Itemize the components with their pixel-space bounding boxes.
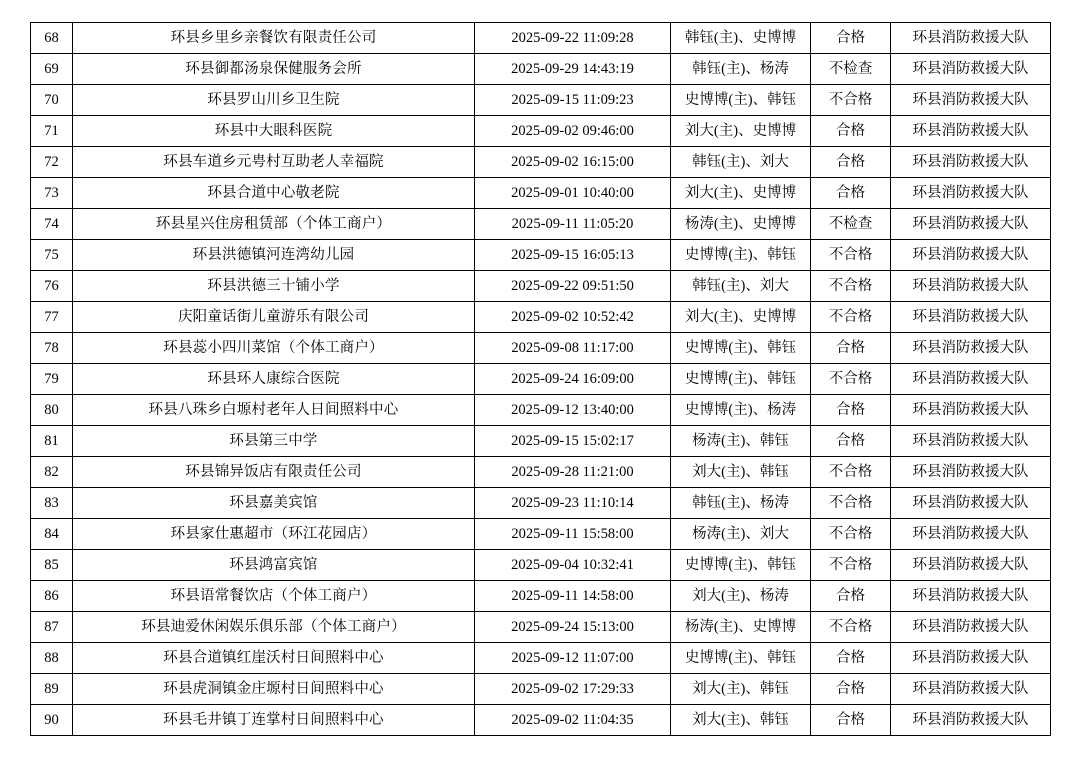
cell-inspection-result: 不合格 xyxy=(811,240,891,271)
cell-inspection-org: 环县消防救援大队 xyxy=(891,364,1051,395)
cell-index: 77 xyxy=(31,302,73,333)
cell-index: 75 xyxy=(31,240,73,271)
cell-inspection-time: 2025-09-12 11:07:00 xyxy=(475,643,671,674)
cell-inspection-result: 合格 xyxy=(811,674,891,705)
cell-inspection-time: 2025-09-15 15:02:17 xyxy=(475,426,671,457)
cell-inspectors: 史博博(主)、韩钰 xyxy=(671,550,811,581)
cell-inspection-result: 合格 xyxy=(811,581,891,612)
cell-unit-name: 环县鸿富宾馆 xyxy=(73,550,475,581)
cell-inspectors: 韩钰(主)、杨涛 xyxy=(671,488,811,519)
cell-inspectors: 刘大(主)、韩钰 xyxy=(671,457,811,488)
cell-inspection-result: 不合格 xyxy=(811,364,891,395)
table-row xyxy=(31,674,1051,705)
cell-inspectors: 史博博(主)、韩钰 xyxy=(671,240,811,271)
cell-inspectors: 刘大(主)、史博博 xyxy=(671,116,811,147)
cell-unit-name: 环县家仕惠超市（环江花园店） xyxy=(73,519,475,550)
cell-inspectors: 韩钰(主)、史博博 xyxy=(671,23,811,54)
table-row xyxy=(31,612,1051,643)
cell-inspectors: 史博博(主)、韩钰 xyxy=(671,364,811,395)
cell-inspectors: 史博博(主)、韩钰 xyxy=(671,643,811,674)
cell-index: 89 xyxy=(31,674,73,705)
cell-inspection-time: 2025-09-24 16:09:00 xyxy=(475,364,671,395)
table-row xyxy=(31,333,1051,364)
cell-inspection-org: 环县消防救援大队 xyxy=(891,147,1051,178)
cell-inspectors: 杨涛(主)、刘大 xyxy=(671,519,811,550)
table-row xyxy=(31,209,1051,240)
cell-inspection-time: 2025-09-15 16:05:13 xyxy=(475,240,671,271)
cell-unit-name: 环县合道镇红崖沃村日间照料中心 xyxy=(73,643,475,674)
cell-inspectors: 刘大(主)、韩钰 xyxy=(671,705,811,736)
cell-inspection-org: 环县消防救援大队 xyxy=(891,333,1051,364)
cell-inspection-result: 不合格 xyxy=(811,271,891,302)
cell-index: 84 xyxy=(31,519,73,550)
cell-inspection-result: 合格 xyxy=(811,147,891,178)
cell-unit-name: 环县毛井镇丁连掌村日间照料中心 xyxy=(73,705,475,736)
table-row xyxy=(31,519,1051,550)
table-row xyxy=(31,85,1051,116)
table-row xyxy=(31,302,1051,333)
cell-index: 71 xyxy=(31,116,73,147)
cell-inspection-result: 合格 xyxy=(811,178,891,209)
cell-inspection-time: 2025-09-28 11:21:00 xyxy=(475,457,671,488)
table-row xyxy=(31,705,1051,736)
cell-inspectors: 史博博(主)、韩钰 xyxy=(671,85,811,116)
cell-inspection-org: 环县消防救援大队 xyxy=(891,426,1051,457)
table-row xyxy=(31,240,1051,271)
table-row xyxy=(31,54,1051,85)
cell-inspection-result: 不检查 xyxy=(811,209,891,240)
cell-index: 73 xyxy=(31,178,73,209)
cell-unit-name: 环县嘉美宾馆 xyxy=(73,488,475,519)
cell-inspection-time: 2025-09-29 14:43:19 xyxy=(475,54,671,85)
cell-inspection-org: 环县消防救援大队 xyxy=(891,209,1051,240)
cell-inspectors: 杨涛(主)、韩钰 xyxy=(671,426,811,457)
cell-inspection-result: 合格 xyxy=(811,643,891,674)
cell-inspection-result: 不检查 xyxy=(811,54,891,85)
cell-inspection-org: 环县消防救援大队 xyxy=(891,271,1051,302)
cell-inspectors: 韩钰(主)、杨涛 xyxy=(671,54,811,85)
cell-inspection-result: 不合格 xyxy=(811,612,891,643)
cell-unit-name: 环县虎洞镇金庄塬村日间照料中心 xyxy=(73,674,475,705)
cell-inspectors: 杨涛(主)、史博博 xyxy=(671,612,811,643)
cell-inspection-org: 环县消防救援大队 xyxy=(891,705,1051,736)
cell-inspectors: 史博博(主)、韩钰 xyxy=(671,333,811,364)
cell-index: 88 xyxy=(31,643,73,674)
cell-inspection-org: 环县消防救援大队 xyxy=(891,550,1051,581)
cell-index: 69 xyxy=(31,54,73,85)
cell-inspection-time: 2025-09-04 10:32:41 xyxy=(475,550,671,581)
cell-index: 86 xyxy=(31,581,73,612)
cell-inspection-time: 2025-09-08 11:17:00 xyxy=(475,333,671,364)
cell-inspection-org: 环县消防救援大队 xyxy=(891,178,1051,209)
cell-index: 72 xyxy=(31,147,73,178)
cell-inspection-time: 2025-09-02 10:52:42 xyxy=(475,302,671,333)
cell-inspection-org: 环县消防救援大队 xyxy=(891,581,1051,612)
cell-index: 85 xyxy=(31,550,73,581)
cell-index: 78 xyxy=(31,333,73,364)
cell-inspectors: 韩钰(主)、刘大 xyxy=(671,271,811,302)
table-body xyxy=(31,23,1051,736)
cell-inspection-time: 2025-09-02 17:29:33 xyxy=(475,674,671,705)
cell-inspection-time: 2025-09-15 11:09:23 xyxy=(475,85,671,116)
cell-inspection-org: 环县消防救援大队 xyxy=(891,612,1051,643)
table-row xyxy=(31,178,1051,209)
cell-inspection-org: 环县消防救援大队 xyxy=(891,116,1051,147)
cell-inspection-time: 2025-09-24 15:13:00 xyxy=(475,612,671,643)
cell-inspection-time: 2025-09-02 11:04:35 xyxy=(475,705,671,736)
table-row xyxy=(31,426,1051,457)
cell-inspection-org: 环县消防救援大队 xyxy=(891,395,1051,426)
table-row xyxy=(31,116,1051,147)
table-row xyxy=(31,23,1051,54)
cell-inspection-org: 环县消防救援大队 xyxy=(891,457,1051,488)
cell-index: 74 xyxy=(31,209,73,240)
cell-unit-name: 环县八珠乡白塬村老年人日间照料中心 xyxy=(73,395,475,426)
cell-inspection-org: 环县消防救援大队 xyxy=(891,54,1051,85)
cell-index: 82 xyxy=(31,457,73,488)
cell-index: 70 xyxy=(31,85,73,116)
cell-inspectors: 杨涛(主)、史博博 xyxy=(671,209,811,240)
cell-inspection-result: 不合格 xyxy=(811,457,891,488)
cell-inspection-result: 不合格 xyxy=(811,488,891,519)
cell-inspectors: 史博博(主)、杨涛 xyxy=(671,395,811,426)
table-row xyxy=(31,364,1051,395)
cell-index: 80 xyxy=(31,395,73,426)
cell-inspection-time: 2025-09-22 09:51:50 xyxy=(475,271,671,302)
cell-inspection-time: 2025-09-23 11:10:14 xyxy=(475,488,671,519)
cell-inspection-org: 环县消防救援大队 xyxy=(891,302,1051,333)
cell-unit-name: 环县语常餐饮店（个体工商户） xyxy=(73,581,475,612)
cell-unit-name: 环县锦异饭店有限责任公司 xyxy=(73,457,475,488)
cell-unit-name: 环县第三中学 xyxy=(73,426,475,457)
table-row xyxy=(31,550,1051,581)
cell-index: 81 xyxy=(31,426,73,457)
cell-unit-name: 环县中大眼科医院 xyxy=(73,116,475,147)
table-row xyxy=(31,271,1051,302)
cell-unit-name: 环县乡里乡亲餐饮有限责任公司 xyxy=(73,23,475,54)
cell-inspection-org: 环县消防救援大队 xyxy=(891,519,1051,550)
cell-index: 87 xyxy=(31,612,73,643)
cell-inspection-org: 环县消防救援大队 xyxy=(891,674,1051,705)
cell-inspection-org: 环县消防救援大队 xyxy=(891,240,1051,271)
cell-inspectors: 韩钰(主)、刘大 xyxy=(671,147,811,178)
cell-unit-name: 环县洪德三十铺小学 xyxy=(73,271,475,302)
table-row xyxy=(31,395,1051,426)
cell-inspection-time: 2025-09-11 11:05:20 xyxy=(475,209,671,240)
cell-inspection-org: 环县消防救援大队 xyxy=(891,23,1051,54)
cell-inspection-time: 2025-09-01 10:40:00 xyxy=(475,178,671,209)
cell-inspection-org: 环县消防救援大队 xyxy=(891,488,1051,519)
table-row xyxy=(31,643,1051,674)
cell-unit-name: 庆阳童话街儿童游乐有限公司 xyxy=(73,302,475,333)
cell-inspection-time: 2025-09-11 14:58:00 xyxy=(475,581,671,612)
cell-inspection-time: 2025-09-12 13:40:00 xyxy=(475,395,671,426)
cell-inspection-result: 合格 xyxy=(811,705,891,736)
cell-index: 83 xyxy=(31,488,73,519)
table-row xyxy=(31,488,1051,519)
cell-inspectors: 刘大(主)、韩钰 xyxy=(671,674,811,705)
table-row xyxy=(31,457,1051,488)
cell-unit-name: 环县御都汤泉保健服务会所 xyxy=(73,54,475,85)
cell-inspection-result: 合格 xyxy=(811,333,891,364)
cell-inspectors: 刘大(主)、史博博 xyxy=(671,178,811,209)
cell-unit-name: 环县迪爱休闲娱乐俱乐部（个体工商户） xyxy=(73,612,475,643)
cell-index: 79 xyxy=(31,364,73,395)
cell-inspection-time: 2025-09-02 09:46:00 xyxy=(475,116,671,147)
inspection-records-table xyxy=(30,22,1051,736)
cell-unit-name: 环县环人康综合医院 xyxy=(73,364,475,395)
cell-inspection-org: 环县消防救援大队 xyxy=(891,85,1051,116)
cell-index: 90 xyxy=(31,705,73,736)
cell-inspection-result: 合格 xyxy=(811,23,891,54)
cell-unit-name: 环县蕊小四川菜馆（个体工商户） xyxy=(73,333,475,364)
cell-inspection-result: 合格 xyxy=(811,116,891,147)
cell-inspection-result: 不合格 xyxy=(811,302,891,333)
table-row xyxy=(31,581,1051,612)
cell-inspection-time: 2025-09-11 15:58:00 xyxy=(475,519,671,550)
table-row xyxy=(31,147,1051,178)
cell-inspection-result: 不合格 xyxy=(811,85,891,116)
cell-unit-name: 环县合道中心敬老院 xyxy=(73,178,475,209)
cell-inspectors: 刘大(主)、史博博 xyxy=(671,302,811,333)
cell-inspection-result: 不合格 xyxy=(811,519,891,550)
cell-inspection-time: 2025-09-22 11:09:28 xyxy=(475,23,671,54)
cell-index: 76 xyxy=(31,271,73,302)
cell-inspection-result: 合格 xyxy=(811,395,891,426)
cell-inspection-time: 2025-09-02 16:15:00 xyxy=(475,147,671,178)
cell-inspection-org: 环县消防救援大队 xyxy=(891,643,1051,674)
cell-inspection-result: 合格 xyxy=(811,426,891,457)
cell-index: 68 xyxy=(31,23,73,54)
cell-unit-name: 环县车道乡元甹村互助老人幸福院 xyxy=(73,147,475,178)
cell-unit-name: 环县星兴住房租赁部（个体工商户） xyxy=(73,209,475,240)
cell-unit-name: 环县洪德镇河连湾幼儿园 xyxy=(73,240,475,271)
cell-inspectors: 刘大(主)、杨涛 xyxy=(671,581,811,612)
cell-inspection-result: 不合格 xyxy=(811,550,891,581)
cell-unit-name: 环县罗山川乡卫生院 xyxy=(73,85,475,116)
